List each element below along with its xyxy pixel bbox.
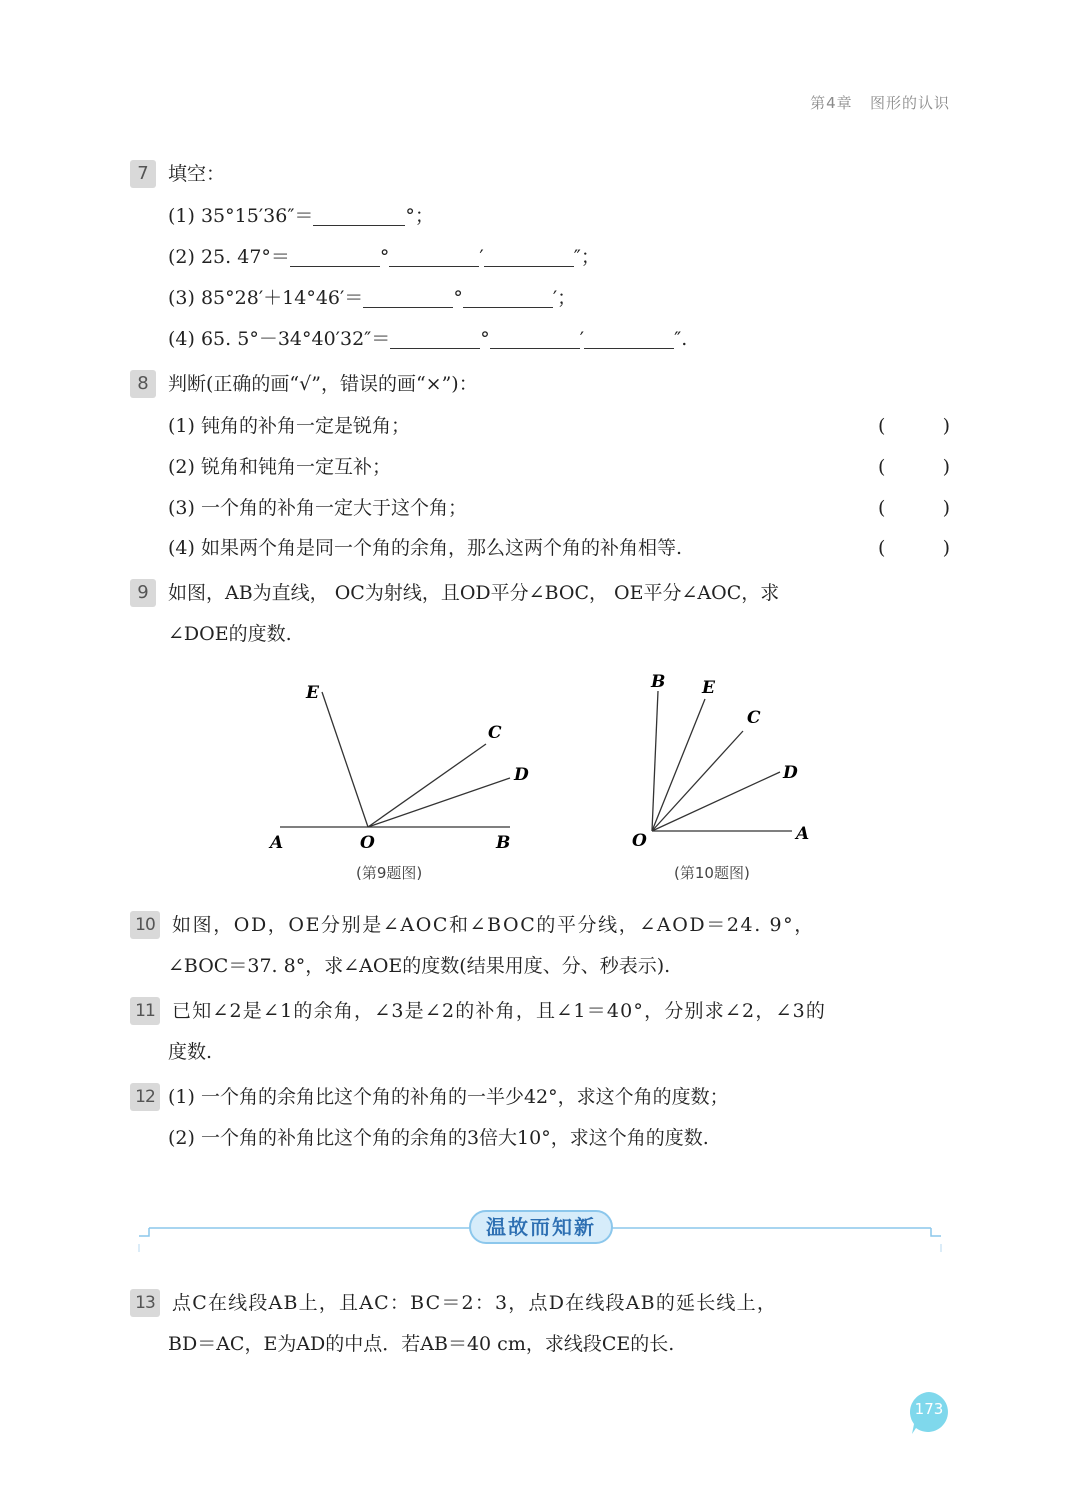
answer-parentheses[interactable] <box>878 534 950 562</box>
answer-blank[interactable] <box>313 205 405 226</box>
q7-item-3-expr: 85°28′＋14°46′＝ <box>200 287 364 309</box>
q7-item-2-label: (2) <box>168 246 195 268</box>
answer-blank[interactable] <box>490 328 580 349</box>
q8-item-3 <box>168 494 467 522</box>
label-A: A <box>796 824 810 844</box>
question-number-8: 8 <box>130 370 156 398</box>
paren-close: ) <box>942 456 950 478</box>
question-number-7: 7 <box>130 160 156 188</box>
q10-line-1: 如图，OD，OE分别是∠AOC和∠BOC的平分线，∠AOD＝24. 9°， <box>172 914 815 936</box>
paren-open: ( <box>878 537 886 559</box>
section-title: 温故而知新 <box>469 1210 613 1244</box>
q7-item-2-expr: 25. 47°＝ <box>200 246 290 268</box>
q9-line-1: 如图，AB为直线， OC为射线，且OD平分∠BOC， OE平分∠AOC，求 <box>168 582 780 604</box>
ray-oc <box>368 744 486 827</box>
q7-item-3-unit2: ′； <box>552 287 577 309</box>
q10-line-2: ∠BOC＝37. 8°，求∠AOE的度数(结果用度、分、秒表示). <box>168 955 671 977</box>
q12-line-1: (1) 一个角的余角比这个角的补角的一半少42°，求这个角的度数； <box>168 1086 729 1108</box>
q13-line-2: BD＝AC，E为AD的中点．若AB＝40 cm，求线段CE的长. <box>168 1333 675 1355</box>
q7-item-4-unit1: ° <box>480 328 490 350</box>
answer-blank[interactable] <box>363 287 453 308</box>
figure-9-diagram <box>260 670 540 860</box>
q8-item-4-text: 如果两个角是同一个角的余角，那么这两个角的补角相等. <box>200 537 683 559</box>
chapter-header <box>810 92 950 113</box>
q7-item-4-unit2: ′ <box>579 328 585 350</box>
question-number-12: 12 <box>130 1083 160 1111</box>
q8-item-3-text: 一个角的补角一定大于这个角； <box>200 497 467 519</box>
q7-item-4-expr: 65. 5°－34°40′32″＝ <box>200 328 391 350</box>
q12-line-2: (2) 一个角的补角比这个角的余角的3倍大10°，求这个角的度数. <box>168 1127 709 1149</box>
ray-oc <box>652 731 743 831</box>
chapter-number: 第4章 <box>810 94 853 112</box>
label-B: B <box>496 833 511 853</box>
q7-item-1-unit: °； <box>405 205 434 227</box>
answer-blank[interactable] <box>390 328 480 349</box>
q8-item-1 <box>168 412 410 440</box>
paren-open: ( <box>878 456 886 478</box>
paren-close: ) <box>942 497 950 519</box>
q7-item-2-unit1: ° <box>379 246 390 268</box>
answer-blank[interactable] <box>290 246 380 267</box>
q7-item-1-expr: 35°15′36″＝ <box>200 205 314 227</box>
q7-item-3-label: (3) <box>168 287 195 309</box>
paren-close: ) <box>942 537 950 559</box>
q7-item-2 <box>168 243 600 271</box>
q7-item-3-unit1: ° <box>453 287 463 309</box>
answer-parentheses[interactable] <box>878 494 950 522</box>
question-number-13: 13 <box>130 1289 160 1317</box>
answer-blank[interactable] <box>389 246 479 267</box>
q7-item-1 <box>168 202 434 230</box>
label-E: E <box>306 683 319 703</box>
label-C: C <box>747 708 761 728</box>
q8-item-1-text: 钝角的补角一定是锐角； <box>200 415 410 437</box>
label-C: C <box>488 723 502 743</box>
q8-item-2 <box>168 453 391 481</box>
q7-title: 填空： <box>168 163 226 185</box>
figure-9-caption: (第9题图) <box>356 864 423 882</box>
answer-blank[interactable] <box>463 287 553 308</box>
question-number-9: 9 <box>130 579 156 607</box>
label-B: B <box>651 672 666 692</box>
ray-oe <box>652 699 705 831</box>
label-O: O <box>632 831 647 851</box>
paren-open: ( <box>878 415 886 437</box>
label-E: E <box>702 678 715 698</box>
q8-item-2-label: (2) <box>168 456 195 478</box>
q8-item-3-label: (3) <box>168 497 195 519</box>
q7-item-4 <box>168 325 687 353</box>
ray-ob <box>652 691 658 831</box>
figure-10-diagram <box>620 665 820 855</box>
label-D: D <box>514 765 529 785</box>
answer-blank[interactable] <box>484 246 574 267</box>
q7-item-3 <box>168 284 576 312</box>
label-O: O <box>360 833 375 853</box>
ray-od <box>652 772 780 831</box>
q7-item-4-unit3: ″. <box>674 328 688 350</box>
q7-item-1-label: (1) <box>168 205 195 227</box>
q8-item-4-label: (4) <box>168 537 195 559</box>
q7-item-4-label: (4) <box>168 328 195 350</box>
label-A: A <box>270 833 284 853</box>
page-number: 173 <box>914 1400 944 1418</box>
q11-line-2: 度数. <box>168 1041 213 1063</box>
q7-item-2-unit2: ′ <box>479 246 484 268</box>
q8-title: 判断(正确的画“√”，错误的画“×”)： <box>168 373 478 395</box>
question-number-10: 10 <box>130 911 160 939</box>
answer-blank[interactable] <box>584 328 674 349</box>
answer-parentheses[interactable] <box>878 412 950 440</box>
label-D: D <box>783 763 798 783</box>
paren-close: ) <box>942 415 950 437</box>
q8-item-1-label: (1) <box>168 415 195 437</box>
q11-line-1: 已知∠2是∠1的余角，∠3是∠2的补角，且∠1＝40°，分别求∠2，∠3的 <box>172 1000 827 1022</box>
q8-item-4 <box>168 534 682 562</box>
q8-item-2-text: 锐角和钝角一定互补； <box>200 456 391 478</box>
q7-item-2-unit3: ″； <box>573 246 600 268</box>
chapter-title: 图形的认识 <box>869 94 950 112</box>
q13-line-1: 点C在线段AB上，且AC：BC＝2：3，点D在线段AB的延长线上， <box>172 1292 778 1314</box>
q9-line-2: ∠DOE的度数. <box>168 623 292 645</box>
ray-od <box>368 778 510 827</box>
figure-10-caption: (第10题图) <box>674 864 750 882</box>
paren-open: ( <box>878 497 886 519</box>
ray-oe <box>322 692 368 827</box>
answer-parentheses[interactable] <box>878 453 950 481</box>
question-number-11: 11 <box>130 997 160 1025</box>
